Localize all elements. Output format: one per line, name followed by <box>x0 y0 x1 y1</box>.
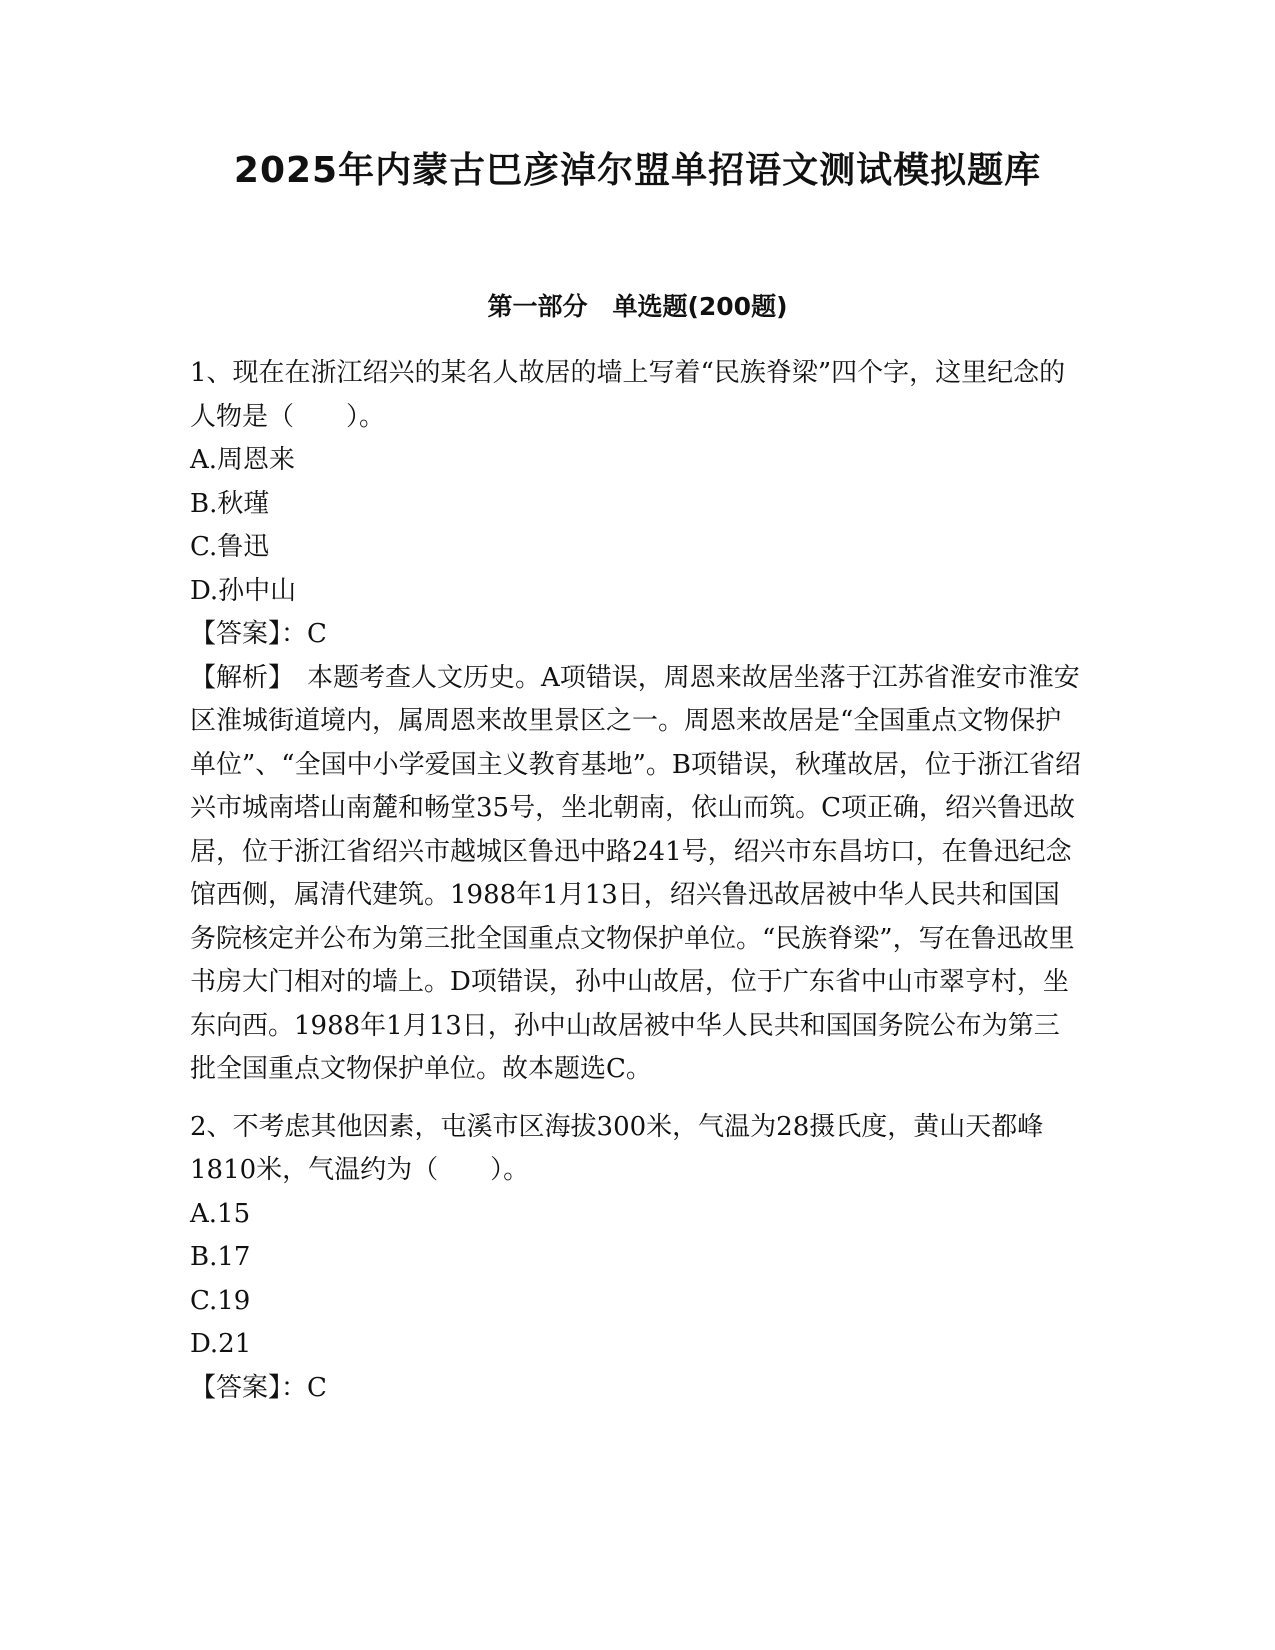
option-c: C.19 <box>190 1285 251 1316</box>
question-stem: 2、不考虑其他因素，屯溪市区海拔300米，气温为28摄氏度，黄山天都峰1810米，气温约为（ ）。 <box>190 1111 1044 1185</box>
question-stem: 1、现在在浙江绍兴的某名人故居的墙上写着“民族脊梁”四个字，这里纪念的人物是（ ）。 <box>190 358 1066 432</box>
option-b: B.17 <box>190 1242 251 1272</box>
option-a: A.15 <box>190 1198 251 1229</box>
question-2 <box>190 1106 1085 1411</box>
option-a: A.周恩来 <box>190 445 296 475</box>
option-d: D.孙中山 <box>190 575 297 606</box>
answer-line: 【答案】：C <box>190 619 327 649</box>
analysis-paragraph: 【解析】 本题考查人文历史。A项错误，周恩来故居坐落于江苏省淮安市淮安区淮城街道境内，属周恩来故里景区之一。周恩来故居是“全国重点文物保护单位”、“全国中小学爱国主义教育基地”。B项错误，秋瑾故居，位于浙江省绍兴市城南塔山南麓和畅堂35号，坐北朝南，依山而筑。C项正确，绍兴鲁迅故居，位于浙江省绍兴市越城区鲁迅中路241号，绍兴市东昌坊口，在鲁迅纪念馆西侧，属清代建筑。1988年1月13日，绍兴鲁迅故居被中华人民共和国国务院核定并公布为第三批全国重点文物保护单位。“民族脊梁”，写在鲁迅故里书房大门相对的墙上。D项错误，孙中山故居，位于广东省中山市翠亨村，坐东向西。1988年1月13日，孙中山故居被中华人民共和国国务院公布为第三批全国重点文物保护单位。故本题选C。 <box>190 662 1081 1084</box>
section-title: 第一部分 单选题(200题) <box>487 292 788 321</box>
answer-line: 【答案】：C <box>190 1372 327 1403</box>
document-title: 2025年内蒙古巴彦淖尔盟单招语文测试模拟题库 <box>233 150 1042 191</box>
question-list <box>190 352 1085 1410</box>
option-c: C.鲁迅 <box>190 532 270 562</box>
option-d: D.21 <box>190 1329 252 1359</box>
option-b: B.秋瑾 <box>190 488 270 519</box>
question-1 <box>190 352 1085 1092</box>
